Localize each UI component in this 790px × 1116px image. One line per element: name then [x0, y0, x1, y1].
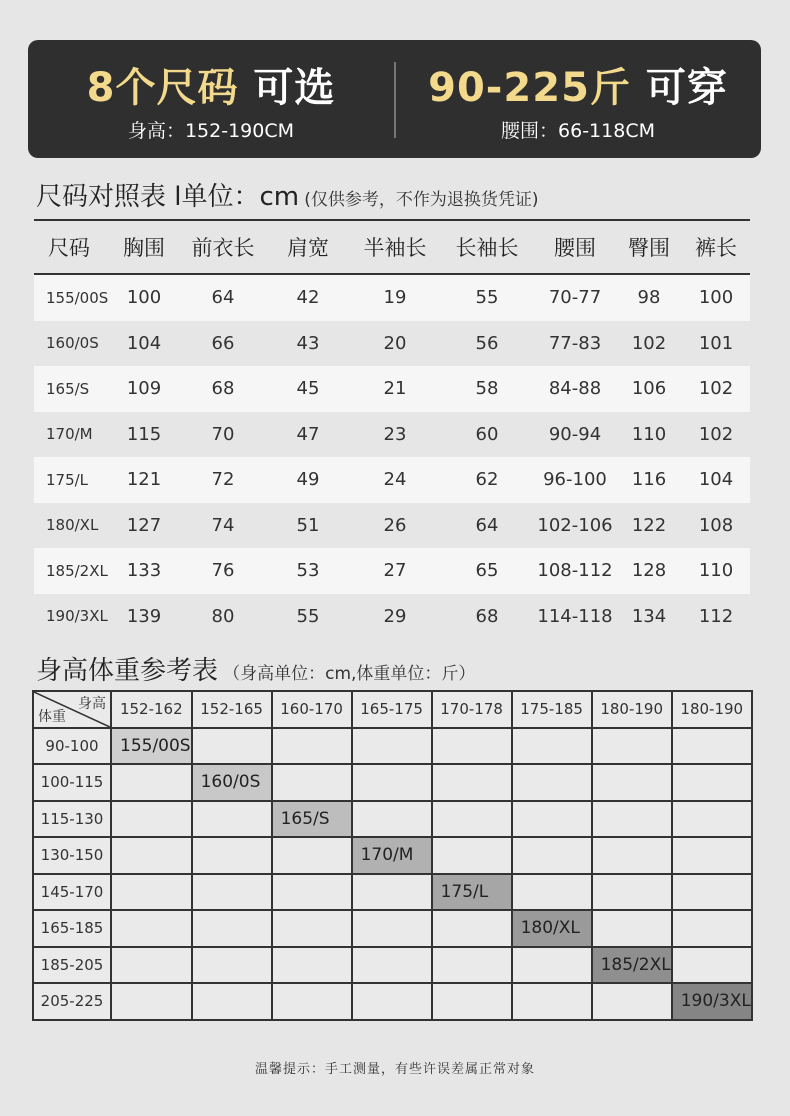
grid-weight-header: 185-205 [33, 947, 111, 984]
grid-empty-cell [672, 910, 752, 947]
grid-empty-cell [111, 801, 192, 838]
grid-weight-header: 100-115 [33, 764, 111, 801]
grid-empty-cell [672, 764, 752, 801]
size-chart-cell: 49 [296, 469, 320, 491]
size-chart-cell: 29 [383, 605, 407, 627]
grid-weight-header: 145-170 [33, 874, 111, 911]
size-chart-cell: 27 [383, 560, 407, 582]
size-chart-cell: 127 [126, 514, 162, 536]
banner-sizes-count: 8个尺码 [86, 65, 239, 111]
grid-empty-cell [192, 801, 272, 838]
grid-empty-cell [352, 947, 432, 984]
size-chart-cell: 45 [296, 378, 320, 400]
grid-empty-cell [111, 910, 192, 947]
grid-row [33, 801, 752, 838]
size-chart-cell: 102-106 [537, 514, 613, 536]
size-chart-cell: 70 [211, 423, 235, 445]
grid-empty-cell [672, 728, 752, 765]
grid-empty-cell [672, 874, 752, 911]
size-chart-cell: 76 [211, 560, 235, 582]
grid-empty-cell [272, 910, 352, 947]
size-chart-cell: 60 [475, 423, 499, 445]
grid-row [33, 728, 752, 765]
size-chart-cell: 62 [475, 469, 499, 491]
grid-empty-cell [192, 983, 272, 1020]
grid-empty-cell [432, 728, 512, 765]
grid-empty-cell [592, 837, 672, 874]
grid-row [33, 910, 752, 947]
size-chart-heading: 尺码对照表 l单位：cm [36, 182, 300, 212]
size-chart-cell: 115 [126, 423, 162, 445]
size-banner [28, 40, 761, 158]
size-chart-cell: 116 [631, 469, 667, 491]
weight-chart-note: （身高单位：cm,体重单位：斤） [223, 664, 476, 684]
size-chart-cell: 26 [383, 514, 407, 536]
size-chart-cell: 170/M [46, 425, 93, 444]
grid-empty-cell [352, 728, 432, 765]
size-chart-cell: 106 [631, 378, 667, 400]
size-chart-cell: 43 [296, 332, 320, 354]
size-chart-header-cell: 臀围 [628, 236, 670, 260]
grid-empty-cell [512, 983, 592, 1020]
grid-empty-cell [592, 983, 672, 1020]
size-chart-cell: 84-88 [548, 378, 602, 400]
grid-empty-cell [352, 983, 432, 1020]
size-chart-cell: 175/L [46, 470, 89, 489]
grid-empty-cell [192, 728, 272, 765]
size-chart-cell: 72 [211, 469, 235, 491]
size-chart-cell: 133 [126, 560, 162, 582]
grid-empty-cell [272, 837, 352, 874]
size-chart-cell: 102 [631, 332, 667, 354]
banner-sizes-headline [28, 56, 394, 113]
grid-empty-cell [512, 947, 592, 984]
grid-row [33, 983, 752, 1020]
size-chart-row [34, 366, 750, 412]
grid-size-highlight: 190/3XL [672, 983, 752, 1020]
grid-empty-cell [192, 910, 272, 947]
size-chart-cell: 68 [211, 378, 235, 400]
grid-empty-cell [512, 728, 592, 765]
grid-weight-header: 90-100 [33, 728, 111, 765]
size-chart-title [36, 176, 538, 213]
banner-weight-range: 90-225斤 [428, 65, 631, 111]
size-chart-row [34, 412, 750, 458]
size-chart-cell: 66 [211, 332, 235, 354]
grid-empty-cell [352, 910, 432, 947]
grid-weight-header: 205-225 [33, 983, 111, 1020]
grid-empty-cell [352, 801, 432, 838]
size-chart-cell: 64 [475, 514, 499, 536]
size-chart-cell: 185/2XL [46, 561, 108, 580]
grid-height-header: 170-178 [432, 691, 512, 728]
size-chart-cell: 51 [296, 514, 320, 536]
size-chart-cell: 102 [698, 378, 734, 400]
weight-chart-heading: 身高体重参考表 [36, 656, 219, 686]
grid-empty-cell [592, 801, 672, 838]
size-chart-cell: 104 [126, 332, 162, 354]
grid-corner-cell [33, 691, 111, 728]
grid-size-highlight: 170/M [352, 837, 432, 874]
size-chart-cell: 110 [631, 423, 667, 445]
grid-empty-cell [111, 947, 192, 984]
size-chart-cell: 122 [631, 514, 667, 536]
size-chart-header-cell: 前衣长 [191, 236, 255, 260]
corner-weight-label: 体重 [38, 708, 66, 725]
size-chart-row [34, 503, 750, 549]
banner-sizes-label: 可选 [253, 65, 336, 111]
size-chart-cell: 110 [698, 560, 734, 582]
grid-header-row [33, 691, 752, 728]
grid-weight-header: 165-185 [33, 910, 111, 947]
size-chart-cell: 80 [211, 605, 235, 627]
grid-empty-cell [111, 983, 192, 1020]
grid-empty-cell [272, 874, 352, 911]
size-chart-row [34, 548, 750, 594]
footer-tip: 温馨提示：手工测量，有些许误差属正常对象 [254, 1062, 535, 1077]
size-chart-cell: 108 [698, 514, 734, 536]
grid-empty-cell [432, 837, 512, 874]
size-chart-cell: 121 [126, 469, 162, 491]
grid-row [33, 874, 752, 911]
size-chart-cell: 109 [126, 378, 162, 400]
size-chart-cell: 104 [698, 469, 734, 491]
size-chart-cell: 102 [698, 423, 734, 445]
size-chart-row [34, 457, 750, 503]
size-chart-row [34, 275, 750, 321]
size-chart-cell: 114-118 [537, 605, 613, 627]
size-chart-cell: 68 [475, 605, 499, 627]
grid-row [33, 837, 752, 874]
size-chart-cell: 55 [296, 605, 320, 627]
size-chart-cell: 47 [296, 423, 320, 445]
grid-empty-cell [592, 874, 672, 911]
size-chart-header-cell: 半袖长 [363, 236, 427, 260]
size-chart-row [34, 321, 750, 367]
size-chart-cell: 53 [296, 560, 320, 582]
grid-empty-cell [111, 874, 192, 911]
grid-size-highlight: 185/2XL [592, 947, 672, 984]
banner-weight-label: 可穿 [645, 65, 728, 111]
grid-empty-cell [111, 837, 192, 874]
grid-empty-cell [111, 764, 192, 801]
size-chart-row [34, 594, 750, 640]
grid-empty-cell [352, 874, 432, 911]
size-chart-header-cell: 长袖长 [455, 236, 519, 260]
size-chart-header-cell: 尺码 [48, 236, 90, 260]
size-chart-cell: 19 [383, 287, 407, 309]
size-chart-header-row [34, 221, 750, 275]
grid-empty-cell [512, 874, 592, 911]
size-chart-cell: 77-83 [548, 332, 602, 354]
grid-weight-header: 115-130 [33, 801, 111, 838]
corner-height-label: 身高 [78, 696, 106, 712]
grid-empty-cell [432, 947, 512, 984]
banner-weight-headline [395, 56, 761, 113]
grid-empty-cell [512, 837, 592, 874]
grid-height-header: 152-162 [111, 691, 192, 728]
size-chart-cell: 90-94 [548, 423, 602, 445]
size-chart-cell: 21 [383, 378, 407, 400]
grid-height-header: 180-190 [672, 691, 752, 728]
size-chart-cell: 98 [637, 287, 661, 309]
banner-sizes [28, 40, 394, 158]
grid-empty-cell [672, 837, 752, 874]
size-chart-header-cell: 肩宽 [287, 236, 329, 260]
grid-size-highlight: 160/0S [192, 764, 272, 801]
grid-height-header: 175-185 [512, 691, 592, 728]
size-chart-cell: 24 [383, 469, 407, 491]
grid-empty-cell [672, 947, 752, 984]
grid-size-highlight: 180/XL [512, 910, 592, 947]
size-chart-note: (仅供参考，不作为退换货凭证) [304, 190, 539, 210]
grid-empty-cell [592, 764, 672, 801]
grid-empty-cell [592, 728, 672, 765]
grid-empty-cell [432, 764, 512, 801]
grid-empty-cell [192, 874, 272, 911]
grid-empty-cell [592, 910, 672, 947]
size-chart-cell: 96-100 [543, 469, 607, 491]
size-chart-cell: 134 [631, 605, 667, 627]
grid-empty-cell [272, 983, 352, 1020]
size-chart-cell: 100 [126, 287, 162, 309]
grid-empty-cell [272, 728, 352, 765]
size-chart-header-cell: 裤长 [695, 236, 737, 260]
size-chart-cell: 23 [383, 423, 407, 445]
grid-empty-cell [272, 764, 352, 801]
grid-weight-header: 130-150 [33, 837, 111, 874]
grid-empty-cell [432, 983, 512, 1020]
size-chart-cell: 101 [698, 332, 734, 354]
size-chart-cell: 65 [475, 560, 499, 582]
size-chart-cell: 160/0S [46, 334, 99, 353]
weight-height-grid [32, 690, 753, 1021]
size-chart-cell: 108-112 [537, 560, 613, 582]
banner-height-range: 身高：152-190CM [127, 120, 295, 142]
size-chart-cell: 190/3XL [46, 607, 108, 626]
grid-size-highlight: 165/S [272, 801, 352, 838]
grid-height-header: 165-175 [352, 691, 432, 728]
grid-size-highlight: 155/00S [111, 728, 192, 765]
size-chart-cell: 74 [211, 514, 235, 536]
size-chart-cell: 42 [296, 287, 320, 309]
grid-empty-cell [272, 947, 352, 984]
grid-height-header: 152-165 [192, 691, 272, 728]
size-chart-cell: 100 [698, 287, 734, 309]
grid-empty-cell [192, 947, 272, 984]
size-chart-header-cell: 胸围 [123, 236, 165, 260]
size-chart-cell: 155/00S [46, 288, 109, 307]
size-chart-body [34, 275, 750, 639]
size-chart-cell: 180/XL [46, 516, 99, 535]
size-chart-table [34, 219, 750, 639]
weight-chart-title [36, 650, 475, 687]
banner-waist-range: 腰围：66-118CM [501, 120, 655, 142]
size-chart-cell: 58 [475, 378, 499, 400]
grid-empty-cell [432, 910, 512, 947]
size-chart-header-cell: 腰围 [554, 236, 596, 260]
grid-empty-cell [512, 801, 592, 838]
size-chart-cell: 20 [383, 332, 407, 354]
grid-empty-cell [432, 801, 512, 838]
size-chart-cell: 128 [631, 560, 667, 582]
grid-size-highlight: 175/L [432, 874, 512, 911]
size-chart-cell: 70-77 [548, 287, 602, 309]
grid-empty-cell [192, 837, 272, 874]
size-chart-cell: 55 [475, 287, 499, 309]
grid-height-header: 160-170 [272, 691, 352, 728]
grid-height-header: 180-190 [592, 691, 672, 728]
size-chart-cell: 112 [698, 605, 734, 627]
grid-empty-cell [672, 801, 752, 838]
size-chart-cell: 165/S [46, 379, 90, 398]
grid-row [33, 947, 752, 984]
size-chart-cell: 56 [475, 332, 499, 354]
size-chart-cell: 64 [211, 287, 235, 309]
grid-row [33, 764, 752, 801]
grid-empty-cell [352, 764, 432, 801]
size-chart-cell: 139 [126, 605, 162, 627]
banner-weight [395, 40, 761, 158]
grid-empty-cell [512, 764, 592, 801]
